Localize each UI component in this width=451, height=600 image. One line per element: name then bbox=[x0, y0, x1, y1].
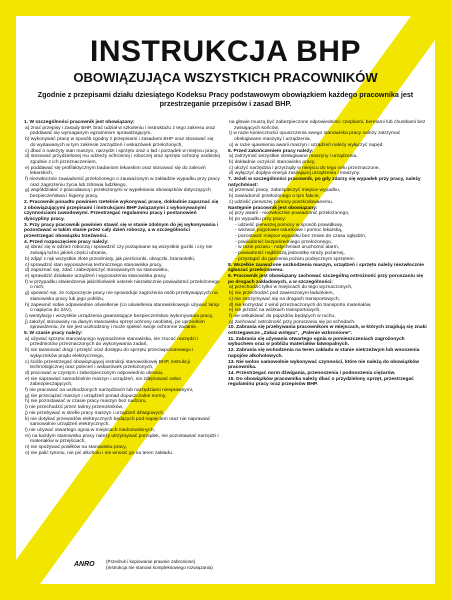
list-item: g) upewnić się, że rozpoczęcie pracy nie spowoduje zagrożenia osób przebywających na stanowisku pracy lub jego pobliżu, bbox=[25, 291, 218, 302]
list-item: c) ściśle przestrzegać obowiązującej instrukcji stanowiskowej BHP, instrukcji technologicznej oraz poleceń i wskazówek przełożonych, bbox=[25, 359, 190, 371]
section-heading: 6. Przed zakończeniem pracy należy: bbox=[228, 148, 314, 154]
list-item: b) po wypadku przy pracy: bbox=[229, 216, 287, 222]
list-item: f) w przypadku stwierdzenia jakichkolwiek usterek niezwłocznie powiadomić przełożonego o nich, bbox=[25, 279, 220, 291]
list-item: o) nie palić tytoniu, nie pić alkoholu i nie wnosić go na teren zakładu. bbox=[25, 450, 174, 456]
page-title: INSTRUKCJA BHP bbox=[90, 35, 361, 68]
list-item: k) nie dotykać przewodów elektrycznych będących pod napięciem oraz nie naprawiać samowolnie urządzeń elektrycznych, bbox=[25, 416, 211, 428]
section-heading: 5. W czasie pracy należy: bbox=[24, 331, 83, 337]
right-column bbox=[228, 120, 428, 388]
section-heading: 4. Przed rozpoczęciem pracy należy: bbox=[24, 239, 109, 245]
list-item: g) współdziałać z pracodawcą i przełożonymi w wypełnianiu obowiązków dotyczących bezpieczeństwa i higieny pracy. bbox=[25, 188, 211, 200]
section-heading: 10. Zabrania się przebywania pracownikom w miejscach, w których znajdują się znaki ostrzegawcze „Zakaz wstępu", „Palenie wzbronione". bbox=[228, 325, 427, 337]
section-heading: 11. Zabrania się używania otwartego ognia w pomieszczeniach zagrożonych wybuchem oraz w pobliżu materiałów łatwopalnych. bbox=[228, 336, 405, 348]
list-item: c) ułożyć narzędzia i przyrządy w miejscu do tego celu przeznaczone, bbox=[229, 165, 380, 171]
list-item: a) ubrać się w odzież roboczą i sprawdzić czy pozapinane są wszystkie guziki i czy nie zwisają luźno jakieś części ubrania, bbox=[25, 245, 213, 257]
list-item: u) w razie ujawnienia awarii maszyn i urządzeń należy wyłączyć napęd. bbox=[229, 142, 384, 148]
copyright-note bbox=[106, 559, 213, 570]
list-item: j) nie przebywać w strefie pracy maszyn i urządzeń dźwigowych, bbox=[25, 410, 165, 416]
list-item: a) przerwać pracę, zabezpieczyć miejsce wypadku, bbox=[229, 188, 341, 194]
list-item: d) wyłączyć dopływ energii zasilającej urządzenia i maszyny. bbox=[229, 171, 361, 177]
list-item: a) znać przepisy i zasady BHP, brać udział w szkoleniu i instruktażu z tego zakresu oraz poddawać się wymaganym egzaminom sprawdzającym, bbox=[25, 125, 216, 137]
list-item: b) dokładnie oczyścić stanowisko pracy, bbox=[229, 159, 316, 165]
list-item: a) zatrzymać wszystkie obsługiwane maszyny i urządzenia, bbox=[229, 154, 358, 160]
list-item: n) nie spożywać posiłków na stanowisku pracy, bbox=[25, 445, 127, 451]
section-heading: 12. Zabrania się wchodzenia na teren zakładu w stanie nietrzeźwym lub wnoszenia napojów alkoholowych. bbox=[228, 348, 420, 359]
list-item: - przystąpić do gaszenia pożaru podręcznym sprzętem. bbox=[235, 256, 355, 262]
list-item: i) wentylację i wszystkie urządzenia gwarantujące bezpieczeństwo wykonywania pracy, bbox=[25, 313, 214, 319]
list-item: d) pracować w czystym i zabezpieczonym odpowiednio ubraniu, bbox=[25, 370, 164, 376]
list-item: t) w razie konieczności opuszczenia swego stanowiska pracy należy zatrzymać obsługiwane maszyny i urządzenia, bbox=[229, 131, 401, 143]
list-item: f) nie wskakiwać do pojazdów będących w ruchu, bbox=[229, 313, 336, 319]
list-item: e) poddawać się profilaktycznym badaniom lekarskim oraz stosować się do zaleceń lekarskich, bbox=[25, 165, 206, 177]
list-item: b) nie przechodzić pod zawieszonym ładunkiem, bbox=[229, 291, 334, 297]
list-item: f) nie pracować na uszkodzonych narzędziach lub narzędziami niesprawnymi, bbox=[25, 388, 194, 394]
brand-logo: ANRO bbox=[74, 561, 95, 568]
list-item: c) udzielić pierwszej pomocy poszkodowanemu. bbox=[229, 199, 334, 205]
list-item: g) nie przeciążać maszyn i urządzeń ponad dopuszczalne normy, bbox=[25, 393, 167, 399]
list-item: - powiadomić najbliższą jednostkę straży pożarnej, bbox=[235, 251, 345, 257]
list-item: h) zapewnić sobie odpowiednie oświetlenie (co oświetlenia stanowiskowego używać lamp o napięciu do 24V), bbox=[25, 302, 220, 314]
list-item: - powiadomić bezpośredniego przełożonego, bbox=[235, 239, 333, 245]
list-item: d) nie korzystać z wind przeznaczonych do transportu materiałów, bbox=[229, 302, 372, 308]
list-item: a) przy awarii - niezwłocznie powiadomić przełożonego, bbox=[229, 211, 350, 217]
list-item: l) nie używać otwartego ognia w miejscach niedozwolonych, bbox=[25, 427, 155, 433]
list-item: d) zapoznać się, zdać i zabezpieczyć stosowanych na stanowisku, bbox=[25, 268, 169, 274]
section-heading: 7. Jeżeli w szczególności pracownik, po gdy zdarzy się wypadek przy pracy, należy natychmiast: bbox=[228, 177, 421, 188]
list-item: a) przechodzić tylko w miejscach do tego wyznaczonych, bbox=[229, 285, 353, 291]
section-heading: 8. Wszelkie zauważone uszkodzenia maszyn, urządzeń i sprzętu należy niezwłocznie zgłaszać przełożonemu. bbox=[228, 262, 424, 274]
list-item: - wezwać pogotowie ratunkowe i pomoc lekarską, bbox=[235, 228, 343, 234]
section-heading: 13. Nie wolno samowolnie wykonywać czynności, które nie należą do obowiązków pracownika. bbox=[228, 359, 420, 371]
left-column bbox=[24, 120, 220, 456]
intro-text: Zgodnie z przepisami działu dziesiątego Kodeksu Pracy podstawowym obowiązkiem każdego pracownika jest przestrzeganie przepisów i zasad BHP. bbox=[37, 90, 414, 108]
list-item: e) sprawdzić działanie urządzeń i wyposażenia stanowiska pracy, bbox=[25, 273, 167, 279]
list-item: f) niezwłocznie zawiadomić przełożonego o zauważonym w zakładzie wypadku przy pracy oraz zagrożeniu życia lub zdrowia ludzkiego, bbox=[25, 177, 220, 188]
section-heading: 1. W szczególności pracownik jest obowiązany: bbox=[24, 120, 135, 125]
section-heading: 2. Pracownik ponadto powinien rzetelnie wykonywać pracę, dokładnie zapoznać się z obowiązującymi przepisami i instrukcjami BHP związanymi z wykonywanymi czynnościami zawodowymi. Przestrzegać regulaminu pracy i postanowień dyscypliny pracy. bbox=[24, 199, 219, 222]
list-item: i) nie przechodzić przez taśmy przenośników, bbox=[25, 405, 124, 411]
list-item: m) na każdym stanowisku pracy należy utrzymywać porządek, nie pozostawiać narzędzi i materiałów w przejściach, bbox=[25, 433, 219, 445]
copyright-line: (Przedruk i kopiowanie prawnie zabronione) bbox=[106, 559, 196, 564]
list-item: - w razie pożaru - natychmiast uruchomić alarm, bbox=[235, 245, 340, 251]
list-item: b) wykonywać pracę w sposób zgodny z przepisami i zasadami BHP oraz stosować się do wydawanych w tym zakresie zarządzeń i wskazówek przełożonych, bbox=[25, 137, 214, 148]
list-item: - udzielić pierwszej pomocy w sposób prawidłowy, bbox=[235, 222, 344, 228]
list-item: b) zdjąć z rąk wszystkie złote przedmioty, jak pierścionki, obrączki, bransoletki, bbox=[25, 256, 196, 262]
list-item: - pozostawić miejsce wypadku bez zmian do czasu oględzin, bbox=[235, 234, 367, 240]
list-item: b) nie tarasować drogi i przejść oraz dostępu do sprzętu przeciwpożarowego i wyłączników prądu elektrycznego, bbox=[25, 348, 194, 359]
list-item: e) nie naprawiać samodzielnie maszyn i urządzeń, nie zdejmować osłon zabezpieczających, bbox=[25, 376, 182, 388]
list-item: b) zawiadomić przełożonego o tym fakcie, bbox=[229, 194, 320, 200]
list-item: d) stosować przydzielonej mu odzieży ochronnej i roboczej oraz sprzętu ochrony osobistej zgodnie z ich przeznaczeniem, bbox=[25, 154, 220, 165]
section-heading: 3. Przy pracy pracownik powinien stawić się w stanie zdolnym do jej wykonywania i pozostawać w takim stanie przez cały dzień roboczy, a w szczególności przestrzegać obowiązku trzeźwości. bbox=[24, 222, 219, 240]
list-item: a) używać sprzętu stanowiącego wyposażenie stanowiska, nie rzucać narzędzi i przedmiotów przeznaczonych do wykonywania zadań, bbox=[25, 336, 199, 348]
list-item: h) nie pozostawiać w czasie pracy maszyn bez nadzoru, bbox=[25, 399, 147, 405]
sign-panel bbox=[16, 16, 435, 584]
section-heading: 9. Pracownik jest obowiązany zachować szczególną ostrożność przy poruszaniu się po drogach zakładowych, a w szczególności: bbox=[228, 273, 424, 285]
section-heading: 15. Do obowiązków pracownika należy dbać o przydzielony sprzęt, przestrzegać regulaminu pracy oraz przepisów BHP. bbox=[228, 376, 414, 388]
list-item: c) nie zatrzymywać się na drogach transportowych, bbox=[229, 296, 340, 302]
section-heading: Następnie pracownik jest obowiązany: bbox=[228, 205, 318, 211]
disclaimer-line: (Instrukcja nie stanowi kompleksowego rozwiązania) bbox=[106, 564, 213, 570]
list-item: na głowie muszą być zabezpieczone odpowiednimi: czepkami, beretami lub chustkami bez zwisających końców, bbox=[229, 120, 426, 131]
list-item: g) zachować ostrożność przy poruszaniu się po schodach. bbox=[229, 319, 356, 325]
list-item: j) założyć stosowany na danym stanowisku sprzęt ochrony osobistej, po uprzednim sprawdzeniu, że nie jest uszkodzony i może spełnić swoje ochronne zadanie. bbox=[25, 319, 205, 331]
list-item: c) sprawdzić stan wyposażenia technicznego stanowiska pracy, bbox=[25, 262, 163, 268]
section-heading: 14. Przestrzegać norm dźwigania, przenoszenia i podnoszenia ciężarów. bbox=[228, 370, 396, 376]
list-item: e) nie jeździć na wózkach transportowych, bbox=[229, 308, 321, 314]
list-item: c) dbać o należyty stan maszyn, narzędzi i sprzętu oraz o ład i porządek w miejscu pracy, bbox=[25, 148, 219, 154]
page-subtitle: OBOWIĄZUJĄCA WSZYSTKICH PRACOWNIKÓW bbox=[73, 70, 378, 85]
